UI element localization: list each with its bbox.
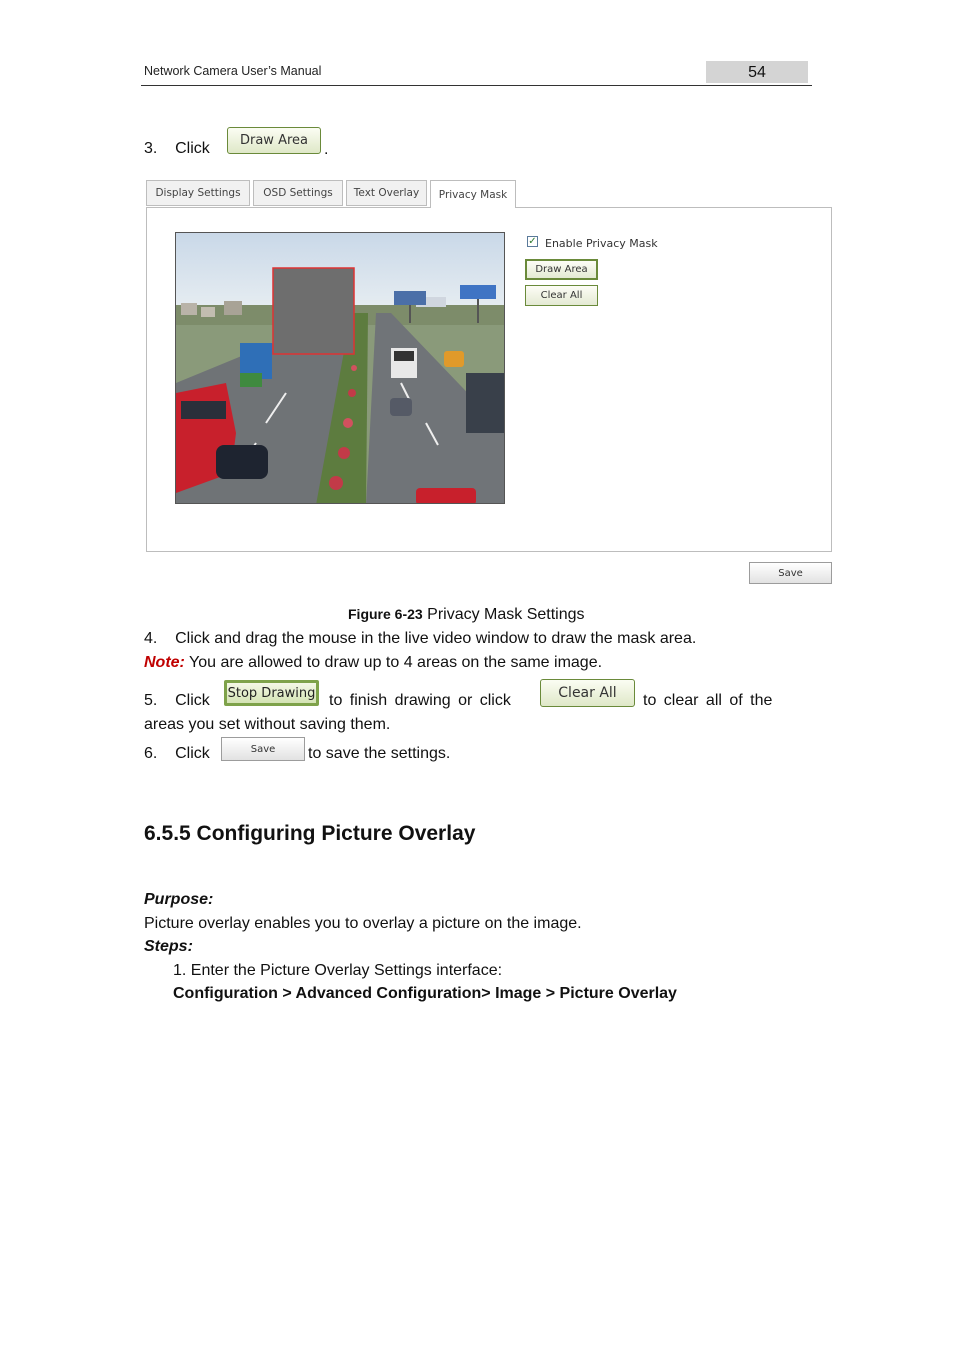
save-button[interactable]: Save (749, 562, 832, 584)
tab-text-overlay[interactable]: Text Overlay (346, 180, 427, 206)
step-3-text: 3. Click (144, 140, 210, 157)
step-6-suffix: to save the settings. (308, 745, 451, 762)
enable-privacy-mask-label: Enable Privacy Mask (545, 237, 658, 250)
clear-all-button[interactable]: Clear All (525, 285, 598, 306)
clear-all-button-inline[interactable]: Clear All (540, 679, 635, 707)
draw-area-button-inline[interactable]: Draw Area (227, 127, 321, 154)
step-3-period: . (324, 141, 329, 158)
note-label: Note: (144, 654, 185, 671)
figure-caption-text: Privacy Mask Settings (422, 606, 585, 623)
note-text: You are allowed to draw up to 4 areas on the same image. (184, 654, 603, 671)
purpose-label: Purpose: (144, 891, 214, 908)
privacy-mask-area (273, 268, 354, 354)
step-5-middle: to finish drawing or click (329, 692, 511, 709)
step-5-prefix: 5. Click (144, 692, 210, 709)
navigation-path: Configuration > Advanced Configuration> Image > Picture Overlay (173, 985, 677, 1002)
purpose-text: Picture overlay enables you to overlay a picture on the image. (144, 915, 582, 932)
step-4-text: 4. Click and drag the mouse in the live video window to draw the mask area. (144, 630, 697, 647)
steps-label: Steps: (144, 938, 193, 955)
page-number: 54 (706, 61, 808, 83)
draw-area-button[interactable]: Draw Area (525, 259, 598, 280)
header-divider (141, 85, 812, 86)
manual-title: Network Camera User’s Manual (144, 64, 322, 78)
note-line (144, 653, 602, 673)
step-5-line2: areas you set without saving them. (144, 716, 391, 733)
tab-osd-settings[interactable]: OSD Settings (253, 180, 343, 206)
section-heading: 6.5.5 Configuring Picture Overlay (144, 822, 476, 845)
step-5-suffix: to clear all of the (643, 692, 773, 709)
enable-privacy-mask-checkbox[interactable]: ✓ (528, 236, 537, 247)
step-6-prefix: 6. Click (144, 745, 210, 762)
live-video-window[interactable] (175, 232, 505, 504)
highway-scene (176, 233, 505, 504)
save-button-inline[interactable]: Save (221, 737, 305, 761)
picture-overlay-step-1: 1. Enter the Picture Overlay Settings interface: (173, 962, 503, 979)
stop-drawing-button[interactable]: Stop Drawing (224, 680, 319, 706)
tab-privacy-mask[interactable]: Privacy Mask (430, 180, 516, 208)
figure-caption (348, 606, 585, 624)
figure-caption-label: Figure 6-23 (348, 606, 423, 622)
tab-display-settings[interactable]: Display Settings (146, 180, 250, 206)
